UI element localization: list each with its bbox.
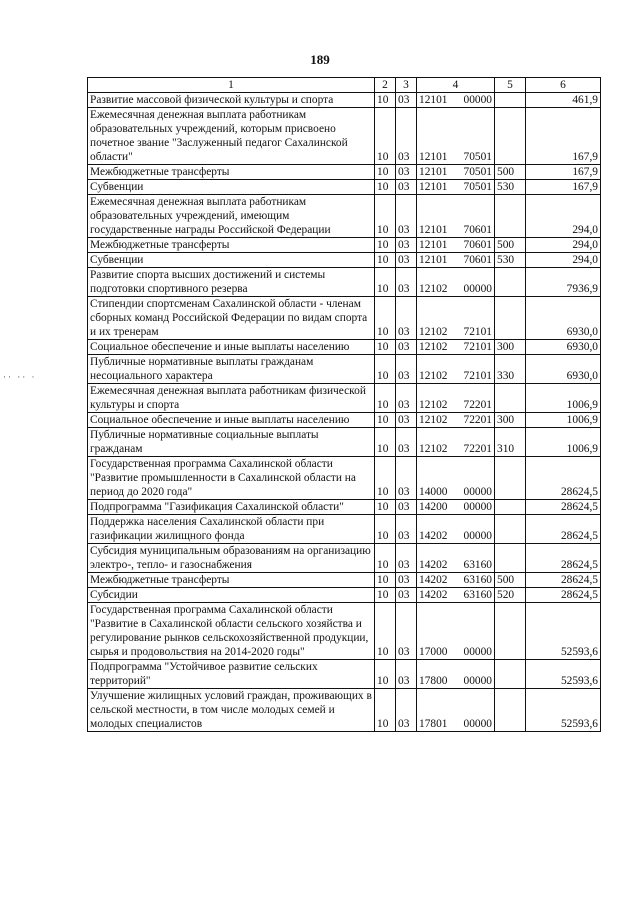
row-code-direction: 00000: [463, 646, 492, 658]
row-target-code: [417, 588, 495, 603]
row-code-program: 12102: [419, 341, 448, 353]
row-name: Социальное обеспечение и иные выплаты населению: [88, 340, 375, 355]
row-name: Подпрограмма "Газификация Сахалинской области": [88, 500, 375, 515]
row-code-direction: 00000: [463, 283, 492, 295]
row-name: Стипендии спортсменам Сахалинской области - членам сборных команд Российской Федерации по видам спорта и их тренерам: [88, 297, 375, 340]
row-amount: 167,9: [526, 108, 601, 165]
row-section: 10: [375, 268, 396, 297]
header-col-3: 3: [396, 78, 417, 93]
row-code-direction: 00000: [463, 530, 492, 542]
row-section: 10: [375, 428, 396, 457]
row-subsection: 03: [396, 165, 417, 180]
row-subsection: 03: [396, 689, 417, 732]
row-code-program: 12101: [419, 166, 448, 178]
row-name: Поддержка населения Сахалинской области при газификации жилищного фонда: [88, 515, 375, 544]
row-code-direction: 70501: [463, 151, 492, 163]
row-code-direction: 00000: [463, 718, 492, 730]
row-code-program: 12102: [419, 326, 448, 338]
row-name: Субсидия муниципальным образованиям на организацию электро-, тепло- и газоснабжения: [88, 544, 375, 573]
row-section: 10: [375, 500, 396, 515]
row-code-program: 12101: [419, 224, 448, 236]
row-name: Государственная программа Сахалинской области "Развитие промышленности в Сахалинской области на период до 2020 года": [88, 457, 375, 500]
row-section: 10: [375, 180, 396, 195]
table-row: [88, 500, 601, 515]
row-section: 10: [375, 588, 396, 603]
row-section: 10: [375, 573, 396, 588]
scan-artifact: ·· ·· ·: [3, 372, 37, 382]
row-name: Публичные нормативные социальные выплаты гражданам: [88, 428, 375, 457]
header-col-6: 6: [526, 78, 601, 93]
row-target-code: [417, 428, 495, 457]
row-amount: 7936,9: [526, 268, 601, 297]
row-target-code: [417, 108, 495, 165]
table-row: [88, 108, 601, 165]
row-name: Публичные нормативные выплаты гражданам несоциального характера: [88, 355, 375, 384]
row-amount: 1006,9: [526, 384, 601, 413]
row-code-direction: 72101: [463, 370, 492, 382]
row-subsection: 03: [396, 340, 417, 355]
row-target-code: [417, 340, 495, 355]
row-target-code: [417, 544, 495, 573]
row-code-program: 14202: [419, 574, 448, 586]
row-amount: 28624,5: [526, 588, 601, 603]
row-subsection: 03: [396, 660, 417, 689]
row-subsection: 03: [396, 268, 417, 297]
row-expense-type: [495, 544, 526, 573]
row-name: Подпрограмма "Устойчивое развитие сельских территорий": [88, 660, 375, 689]
table-row: [88, 268, 601, 297]
row-expense-type: 500: [495, 238, 526, 253]
row-target-code: [417, 297, 495, 340]
row-target-code: [417, 268, 495, 297]
page-number: 189: [310, 52, 330, 67]
row-expense-type: 530: [495, 253, 526, 268]
table-row: [88, 165, 601, 180]
row-section: 10: [375, 384, 396, 413]
row-amount: 28624,5: [526, 544, 601, 573]
row-code-direction: 63160: [463, 559, 492, 571]
row-subsection: 03: [396, 457, 417, 500]
row-code-program: 12102: [419, 399, 448, 411]
row-subsection: 03: [396, 603, 417, 660]
row-code-program: 12101: [419, 239, 448, 251]
row-section: 10: [375, 515, 396, 544]
table-row: [88, 660, 601, 689]
row-subsection: 03: [396, 573, 417, 588]
row-amount: 52593,6: [526, 660, 601, 689]
row-target-code: [417, 500, 495, 515]
table-body: [88, 93, 601, 732]
row-amount: 52593,6: [526, 603, 601, 660]
table-row: [88, 384, 601, 413]
row-section: 10: [375, 253, 396, 268]
row-target-code: [417, 195, 495, 238]
table-row: [88, 413, 601, 428]
table-row: [88, 689, 601, 732]
table-header-row: [88, 78, 601, 93]
row-name: Развитие массовой физической культуры и спорта: [88, 93, 375, 108]
header-col-2: 2: [375, 78, 396, 93]
row-expense-type: [495, 603, 526, 660]
row-target-code: [417, 355, 495, 384]
row-amount: 28624,5: [526, 500, 601, 515]
table-row: [88, 253, 601, 268]
row-amount: 6930,0: [526, 297, 601, 340]
table-row: [88, 603, 601, 660]
row-code-program: 17801: [419, 718, 448, 730]
row-code-direction: 00000: [463, 94, 492, 106]
row-subsection: 03: [396, 413, 417, 428]
row-expense-type: [495, 689, 526, 732]
row-name: Социальное обеспечение и иные выплаты населению: [88, 413, 375, 428]
row-target-code: [417, 603, 495, 660]
row-code-direction: 70501: [463, 181, 492, 193]
row-target-code: [417, 413, 495, 428]
row-section: 10: [375, 689, 396, 732]
row-code-direction: 72101: [463, 341, 492, 353]
row-expense-type: [495, 195, 526, 238]
row-section: 10: [375, 108, 396, 165]
row-code-direction: 00000: [463, 486, 492, 498]
row-subsection: 03: [396, 238, 417, 253]
row-amount: 294,0: [526, 195, 601, 238]
table-row: [88, 238, 601, 253]
table-row: [88, 93, 601, 108]
row-subsection: 03: [396, 297, 417, 340]
row-expense-type: 300: [495, 340, 526, 355]
row-expense-type: 330: [495, 355, 526, 384]
row-expense-type: 500: [495, 165, 526, 180]
row-code-program: 12102: [419, 370, 448, 382]
row-code-program: 12102: [419, 414, 448, 426]
table-row: [88, 544, 601, 573]
row-name: Развитие спорта высших достижений и системы подготовки спортивного резерва: [88, 268, 375, 297]
row-expense-type: [495, 500, 526, 515]
row-target-code: [417, 238, 495, 253]
row-code-direction: 00000: [463, 675, 492, 687]
header-col-5: 5: [495, 78, 526, 93]
row-code-direction: 70601: [463, 254, 492, 266]
row-code-program: 12101: [419, 151, 448, 163]
row-code-direction: 63160: [463, 574, 492, 586]
row-subsection: 03: [396, 384, 417, 413]
row-code-direction: 70501: [463, 166, 492, 178]
row-code-program: 12102: [419, 443, 448, 455]
row-subsection: 03: [396, 253, 417, 268]
row-name: Межбюджетные трансферты: [88, 165, 375, 180]
table-row: [88, 428, 601, 457]
row-section: 10: [375, 603, 396, 660]
table-row: [88, 355, 601, 384]
row-code-program: 14202: [419, 589, 448, 601]
table-row: [88, 515, 601, 544]
row-code-direction: 70601: [463, 224, 492, 236]
row-target-code: [417, 253, 495, 268]
row-amount: 167,9: [526, 180, 601, 195]
row-section: 10: [375, 660, 396, 689]
row-code-direction: 72201: [463, 399, 492, 411]
row-code-direction: 70601: [463, 239, 492, 251]
row-expense-type: [495, 457, 526, 500]
row-subsection: 03: [396, 500, 417, 515]
row-amount: 461,9: [526, 93, 601, 108]
row-code-program: 12101: [419, 254, 448, 266]
row-amount: 1006,9: [526, 413, 601, 428]
table-row: [88, 457, 601, 500]
row-section: 10: [375, 340, 396, 355]
row-target-code: [417, 689, 495, 732]
table-row: [88, 195, 601, 238]
row-section: 10: [375, 165, 396, 180]
row-code-direction: 72201: [463, 414, 492, 426]
row-code-program: 14200: [419, 501, 448, 513]
row-target-code: [417, 93, 495, 108]
row-name: Межбюджетные трансферты: [88, 573, 375, 588]
row-subsection: 03: [396, 93, 417, 108]
row-expense-type: [495, 515, 526, 544]
table-row: [88, 340, 601, 355]
row-expense-type: 310: [495, 428, 526, 457]
row-amount: 28624,5: [526, 573, 601, 588]
row-code-program: 14000: [419, 486, 448, 498]
row-target-code: [417, 573, 495, 588]
row-target-code: [417, 457, 495, 500]
header-col-4: 4: [417, 78, 495, 93]
row-expense-type: 520: [495, 588, 526, 603]
row-name: Ежемесячная денежная выплата работникам физической культуры и спорта: [88, 384, 375, 413]
header-col-1: 1: [88, 78, 375, 93]
row-amount: 6930,0: [526, 340, 601, 355]
row-code-program: 17800: [419, 675, 448, 687]
row-subsection: 03: [396, 515, 417, 544]
row-expense-type: 530: [495, 180, 526, 195]
row-section: 10: [375, 297, 396, 340]
row-code-direction: 72201: [463, 443, 492, 455]
table-row: [88, 297, 601, 340]
row-code-direction: 63160: [463, 589, 492, 601]
row-name: Субсидии: [88, 588, 375, 603]
row-subsection: 03: [396, 428, 417, 457]
table-row: [88, 180, 601, 195]
row-code-program: 12102: [419, 283, 448, 295]
row-name: Ежемесячная денежная выплата работникам образовательных учреждений, которым присвоено почетное звание "Заслуженный педагог Сахалинской области": [88, 108, 375, 165]
row-expense-type: [495, 384, 526, 413]
row-section: 10: [375, 238, 396, 253]
budget-table: [87, 77, 601, 732]
row-target-code: [417, 165, 495, 180]
row-name: Государственная программа Сахалинской области "Развитие в Сахалинской области сельского хозяйства и регулирование рынков сельскохозяйственной продукции, сырья и продовольствия на 2014-2020 годы": [88, 603, 375, 660]
row-section: 10: [375, 457, 396, 500]
row-amount: 294,0: [526, 253, 601, 268]
row-name: Межбюджетные трансферты: [88, 238, 375, 253]
row-name: Улучшение жилищных условий граждан, проживающих в сельской местности, в том числе молодых семей и молодых специалистов: [88, 689, 375, 732]
row-subsection: 03: [396, 355, 417, 384]
row-expense-type: [495, 660, 526, 689]
row-subsection: 03: [396, 195, 417, 238]
row-subsection: 03: [396, 108, 417, 165]
row-section: 10: [375, 413, 396, 428]
row-amount: 52593,6: [526, 689, 601, 732]
row-name: Ежемесячная денежная выплата работникам образовательных учреждений, имеющим государственные награды Российской Федерации: [88, 195, 375, 238]
row-code-program: 12101: [419, 181, 448, 193]
row-expense-type: [495, 268, 526, 297]
row-code-program: 12101: [419, 94, 448, 106]
row-section: 10: [375, 355, 396, 384]
row-name: Субвенции: [88, 253, 375, 268]
row-expense-type: 500: [495, 573, 526, 588]
row-amount: 28624,5: [526, 515, 601, 544]
row-code-program: 14202: [419, 559, 448, 571]
row-amount: 1006,9: [526, 428, 601, 457]
row-subsection: 03: [396, 544, 417, 573]
row-amount: 294,0: [526, 238, 601, 253]
row-amount: 6930,0: [526, 355, 601, 384]
row-expense-type: [495, 108, 526, 165]
row-target-code: [417, 660, 495, 689]
row-code-direction: 00000: [463, 501, 492, 513]
row-expense-type: [495, 93, 526, 108]
row-subsection: 03: [396, 180, 417, 195]
row-target-code: [417, 515, 495, 544]
table-row: [88, 573, 601, 588]
row-target-code: [417, 180, 495, 195]
row-section: 10: [375, 195, 396, 238]
row-amount: 167,9: [526, 165, 601, 180]
row-target-code: [417, 384, 495, 413]
row-code-direction: 72101: [463, 326, 492, 338]
row-section: 10: [375, 544, 396, 573]
row-section: 10: [375, 93, 396, 108]
row-amount: 28624,5: [526, 457, 601, 500]
row-expense-type: [495, 297, 526, 340]
table-row: [88, 588, 601, 603]
row-code-program: 14202: [419, 530, 448, 542]
row-name: Субвенции: [88, 180, 375, 195]
row-code-program: 17000: [419, 646, 448, 658]
row-expense-type: 300: [495, 413, 526, 428]
row-subsection: 03: [396, 588, 417, 603]
